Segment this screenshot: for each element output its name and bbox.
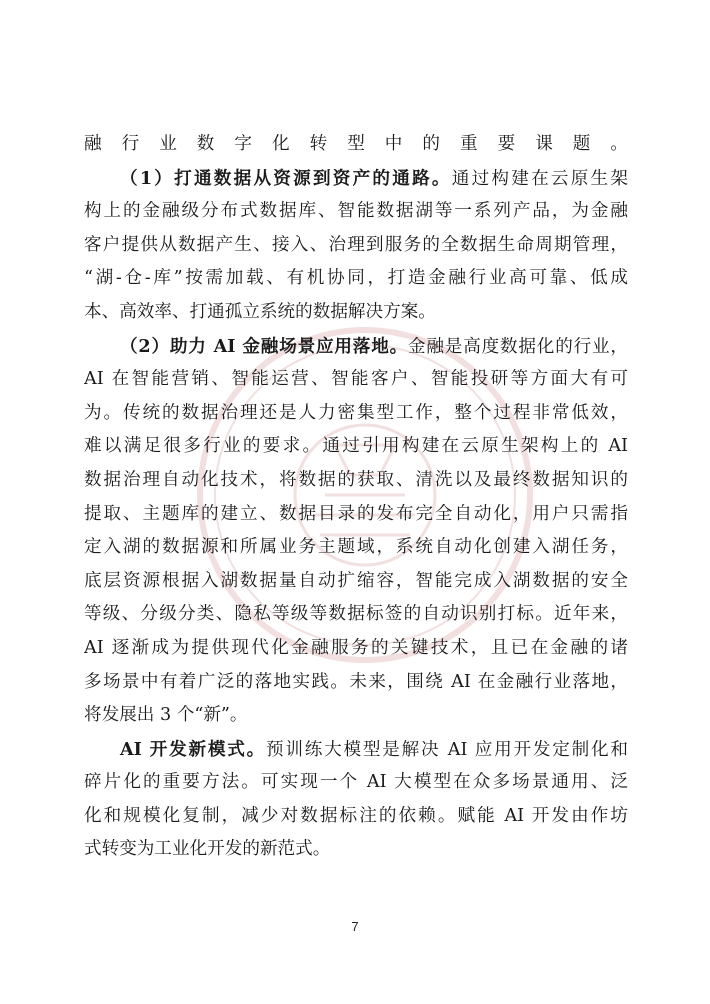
paragraph-line: 底层资源根据入湖数据量自动扩缩容，智能完成入湖数据的安全 [84,570,628,591]
paragraph-line: AI 开发新模式。预训练大模型是解决 AI 应用开发定制化和 [120,738,628,760]
paragraph-line: 融行业数字化转型中的重要课题。 [84,134,628,154]
heading-bold: （2）助力 AI 金融场景应用落地。 [120,335,408,357]
paragraph-line: “湖-仓-库”按需加载、有机协同，打造金融行业高可靠、低成 [84,268,628,289]
page-number: 7 [351,919,359,934]
paragraph-line: 等级、分级分类、隐私等级等数据标签的自动识别打标。近年来， [84,604,628,625]
paragraph-line: 难以满足很多行业的要求。通过引用构建在云原生架构上的 AI [84,436,628,457]
paragraph-line: （2）助力 AI 金融场景应用落地。金融是高度数据化的行业， [120,335,628,357]
paragraph-line: 构上的金融级分布式数据库、智能数据湖等一系列产品，为金融 [84,201,628,222]
paragraph-line: 式转变为工业化开发的新范式。 [84,839,331,860]
paragraph-line: AI 在智能营销、智能运营、智能客户、智能投研等方面大有可 [84,369,628,390]
paragraph-line: AI 逐渐成为提供现代化金融服务的关键技术，且已在金融的诸 [84,637,628,658]
document-body [84,128,628,867]
paragraph-line: 定入湖的数据源和所属业务主题域，系统自动化创建入湖任务， [84,537,628,558]
paragraph-line: 本、高效率、打通孤立系统的数据解决方案。 [84,301,436,322]
heading-bold: AI 开发新模式。 [120,738,267,760]
paragraph-line: 提取、主题库的建立、数据目录的发布完全自动化，用户只需指 [84,503,628,524]
paragraph-line: 数据治理自动化技术，将数据的获取、清洗以及最终数据知识的 [84,469,628,490]
paragraph-line: （1）打通数据从资源到资产的通路。通过构建在云原生架 [120,167,628,189]
paragraph-line: 客户提供从数据产生、接入、治理到服务的全数据生命周期管理， [84,234,628,255]
paragraph-line: 碎片化的重要方法。可实现一个 AI 大模型在众多场景通用、泛 [84,772,628,793]
paragraph-line: 将发展出 3 个“新”。 [84,705,248,726]
heading-bold: （1）打通数据从资源到资产的通路。 [120,167,452,189]
paragraph-line: 为。传统的数据治理还是人力密集型工作，整个过程非常低效， [84,402,628,423]
paragraph-line: 多场景中有着广泛的落地实践。未来，围绕 AI 在金融行业落地， [84,671,628,692]
paragraph-line: 化和规模化复制，减少对数据标注的依赖。赋能 AI 开发由作坊 [84,805,628,826]
